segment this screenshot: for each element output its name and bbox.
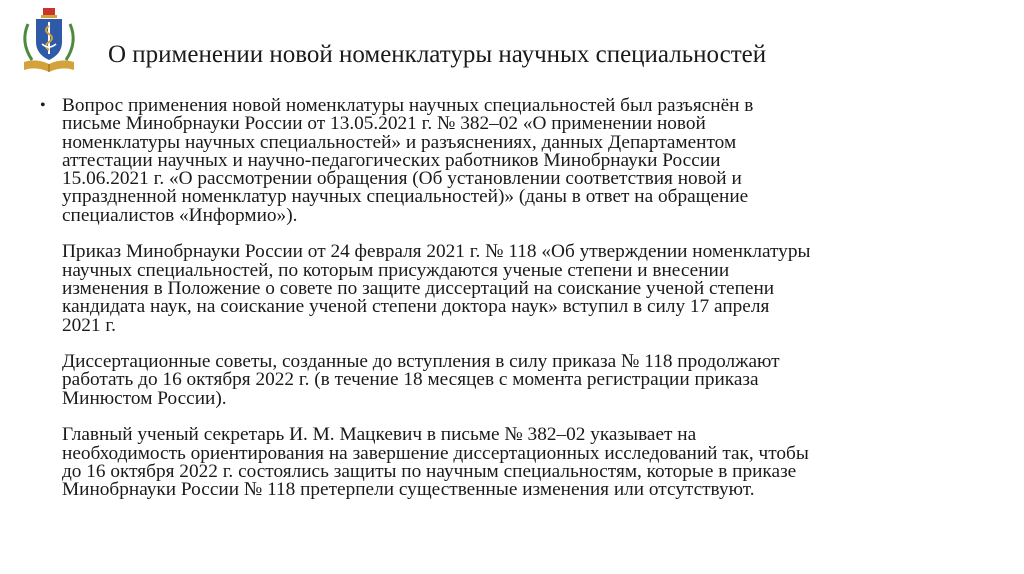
text-line: Приказ Минобрнауки России от 24 февраля 2021 г. № 118 «Об утверждении номенклатуры bbox=[62, 241, 811, 263]
text-line: номенклатуры научных специальностей» и разъяснениях, данных Департаментом bbox=[62, 131, 737, 153]
logo-laurel-left-icon bbox=[25, 24, 32, 60]
text-line: Вопрос применения новой номенклатуры научных специальностей был разъяснён в bbox=[62, 95, 754, 116]
text-line: специалистов «Информио»). bbox=[62, 204, 298, 226]
text-line: Минобрнауки России № 118 претерпели существенные изменения или отсутствуют. bbox=[62, 479, 755, 501]
text-line: Диссертационные советы, созданные до вступления в силу приказа № 118 продолжают bbox=[62, 351, 780, 373]
text-line: научных специальностей, по которым присуждаются ученые степени и внесении bbox=[62, 259, 730, 281]
text-line: необходимость ориентирования на завершение диссертационных исследований так, чтобы bbox=[62, 442, 809, 464]
text-line: изменения в Положение о совете по защите диссертаций на соискание ученой степени bbox=[62, 277, 775, 299]
text-line: упраздненной номенклатур научных специальностей)» (даны в ответ на обращение bbox=[62, 186, 749, 208]
bullet-icon: • bbox=[40, 97, 46, 114]
text-line: 15.06.2021 г. «О рассмотрении обращения (Об установлении соответствия новой и bbox=[62, 168, 742, 190]
text-line: 2021 г. bbox=[62, 314, 116, 336]
slide-content bbox=[40, 97, 1000, 518]
paragraph bbox=[62, 353, 1000, 408]
logo-laurel-right-icon bbox=[66, 24, 73, 60]
text-line: Главный ученый секретарь И. М. Мацкевич в письме № 382–02 указывает на bbox=[62, 424, 697, 446]
logo-flag-icon bbox=[43, 8, 55, 15]
text-line: до 16 октября 2022 г. состоялись защиты по научным специальностям, которые в приказе bbox=[62, 460, 797, 482]
university-logo bbox=[14, 4, 84, 80]
paragraph bbox=[62, 426, 1000, 499]
paragraph bbox=[62, 243, 1000, 334]
text-line: кандидата наук, на соискание ученой степени доктора наук» вступил в силу 17 апреля bbox=[62, 296, 770, 318]
text-line: работать до 16 октября 2022 г. (в течение 18 месяцев с момента регистрации приказа bbox=[62, 369, 759, 391]
text-line: письме Минобрнауки России от 13.05.2021 г. № 382–02 «О применении новой bbox=[62, 113, 706, 135]
slide-title: О применении новой номенклатуры научных специальностей bbox=[108, 41, 767, 68]
text-line: аттестации научных и научно-педагогических работников Минобрнауки России bbox=[62, 149, 721, 171]
paragraph bbox=[62, 97, 1000, 225]
text-line: Минюстом России). bbox=[62, 387, 227, 409]
